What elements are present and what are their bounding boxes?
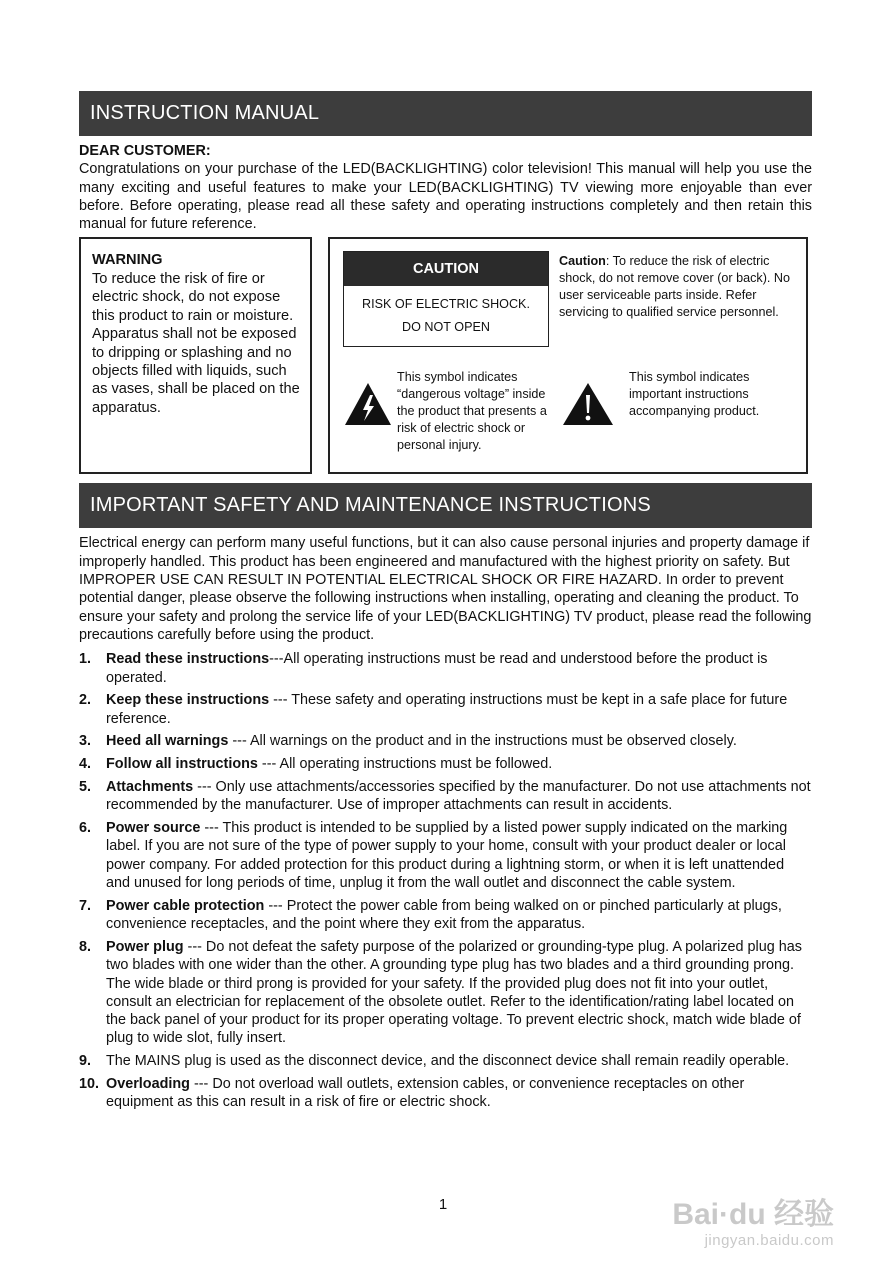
list-item [79, 732, 812, 750]
item-text: --- This product is intended to be supplied by a listed power supply indicated on the marking label. If you are not sure of the type of power supply to your home, consult with your product dealer or local power company. For added protection for this product during a lightning storm, or when it is left unattended and unused for long periods of time, unplug it from the wall outlet and disconnect the cable system. [106, 820, 788, 892]
lightning-warning-icon [343, 381, 393, 427]
exclamation-warning-icon [561, 381, 615, 427]
item-text: --- Only use attachments/accessories specified by the manufacturer. Do not use attachments not recommended by the manufacturer. Use of improper attachments can result in accidents. [106, 779, 811, 814]
item-heading: Overloading [106, 1076, 190, 1092]
watermark-sub: jingyan.baidu.com [704, 1232, 834, 1249]
item-text: --- Protect the power cable from being walked on or pinched particularly at plugs, convenience receptacles, and the point where they exit from the apparatus. [106, 897, 782, 933]
item-text: --- These safety and operating instructions must be kept in a safe place for future reference. [106, 692, 788, 727]
list-item [79, 650, 812, 687]
item-number: 1. [79, 651, 92, 668]
safety-intro: Electrical energy can perform many useful functions, but it can also cause personal injuries and property damage if improperly handled. This product has been engineered and manufactured with the highest priority on safety. But IMPROPER USE CAN RESULT IN POTENTIAL ELECTRICAL SHOCK OR FIRE HAZARD. In order to prevent potential danger, please observe the following instructions when installing, operating and cleaning the product. To ensure your safety and prolong the service life of your LED(BACKLIGHTING) TV product, please read the following precautions carefully before using the product. [79, 535, 812, 643]
item-number: 5. [79, 779, 92, 796]
item-heading: Follow all instructions [106, 756, 258, 773]
warning-title: WARNING [92, 252, 163, 269]
safety-rules-list [79, 650, 812, 1111]
item-heading: Power cable protection [106, 897, 265, 914]
item-text: ---All operating instructions must be read and understood before the product is operated. [106, 651, 768, 686]
greeting: DEAR CUSTOMER: [79, 143, 211, 159]
safety-section-header [79, 483, 812, 528]
item-text: --- All warnings on the product and in the instructions must be observed closely. [228, 733, 737, 750]
item-number: 2. [79, 692, 92, 709]
warning-text-2: Apparatus shall not be exposed to dripping or splashing and no objects filled with liquids, such as vases, shall be placed on the apparatus. [92, 326, 300, 416]
item-number: 6. [79, 820, 92, 837]
caution-note-text: : To reduce the risk of electric shock, do not remove cover (or back). No user serviceable parts inside. Refer servicing to qualified service personnel. [559, 254, 790, 319]
item-number: 7. [79, 897, 92, 914]
item-text: --- All operating instructions must be followed. [257, 756, 553, 773]
item-heading: Power plug [106, 938, 184, 955]
page-number: 1 [438, 1196, 448, 1213]
item-number: 3. [79, 733, 92, 750]
watermark-main: Bai·du 经验 [672, 1198, 834, 1231]
list-item [79, 1052, 812, 1070]
item-heading: Heed all warnings [106, 733, 229, 750]
item-heading: Power source [106, 820, 201, 837]
caution-line-1: RISK OF ELECTRIC SHOCK. [362, 297, 530, 312]
item-heading: Attachments [106, 779, 194, 796]
item-heading: Read these instructions [106, 651, 270, 668]
item-number: 10. [79, 1076, 100, 1092]
warning-caution-area [79, 237, 812, 477]
item-number: 9. [79, 1053, 92, 1070]
header-title: INSTRUCTION MANUAL [90, 102, 320, 124]
caution-label-box [343, 251, 549, 347]
caution-box [328, 237, 808, 474]
caution-label: CAUTION [344, 252, 548, 286]
item-number: 4. [79, 756, 92, 773]
caution-line-2: DO NOT OPEN [402, 320, 490, 335]
list-item [79, 897, 812, 934]
item-number: 8. [79, 938, 92, 955]
intro-paragraph [79, 142, 812, 233]
item-text: --- Do not overload wall outlets, extension cables, or convenience receptacles on other equipment as this can result in a risk of fire or electric shock. [106, 1076, 745, 1111]
caution-note [559, 253, 804, 320]
list-item [79, 1075, 812, 1112]
voltage-symbol-text: This symbol indicates “dangerous voltage” inside the product that presents a risk of electric shock or personal injury. [397, 370, 547, 452]
instruction-manual-header [79, 91, 812, 136]
list-item [79, 938, 812, 1048]
section-title: IMPORTANT SAFETY AND MAINTENANCE INSTRUCTIONS [90, 494, 651, 517]
list-item [79, 691, 812, 728]
manual-page [79, 91, 812, 1116]
instructions-symbol-text: This symbol indicates important instructions accompanying product. [629, 370, 760, 419]
list-item [79, 755, 812, 773]
list-item [79, 819, 812, 892]
item-text: --- Do not defeat the safety purpose of the polarized or grounding-type plug. A polarized plug has two blades with one wider than the other. A grounding type plug has two blades and a third grounding prong. The wide blade or third prong is provided for your safety. If the provided plug does not fit into your outlet, consult an electrician for replacement of the obsolete outlet. Refer to the identification/rating label located on the back panel of your product for its proper operating voltage. To prevent electric shock, match wide blade of plug to wide slot, fully insert. [106, 938, 802, 1047]
item-heading: Keep these instructions [106, 692, 270, 709]
watermark [672, 1198, 834, 1250]
list-item [79, 778, 812, 815]
caution-note-bold: Caution [559, 254, 606, 269]
item-text: The MAINS plug is used as the disconnect device, and the disconnect device shall remain readily operable. [106, 1053, 790, 1070]
warning-text-1: To reduce the risk of fire or electric shock, do not expose this product to rain or moisture. [92, 270, 294, 324]
warning-box [79, 237, 312, 474]
intro-text: Congratulations on your purchase of the LED(BACKLIGHTING) color television! This manual will help you use the many exciting and useful features to make your LED(BACKLIGHTING) TV viewing more enjoyable than ever before. Before operating, please read all these safety and operating instructions completely and then retain this manual for future reference. [79, 161, 812, 233]
